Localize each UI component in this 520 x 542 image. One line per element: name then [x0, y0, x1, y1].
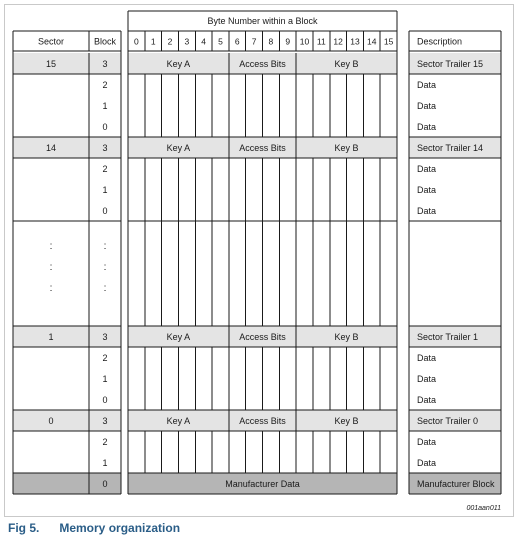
sector-number-14: 14	[45, 143, 57, 153]
block-number: 0	[102, 395, 108, 405]
sector-ellipsis-mark: :	[49, 283, 53, 294]
block-description: Manufacturer Block	[417, 479, 495, 489]
sector-column-header: Sector	[37, 36, 65, 47]
byte-number-9: 9	[285, 36, 291, 47]
manufacturer-data-label: Manufacturer Data	[225, 479, 300, 489]
byte-number-8: 8	[268, 36, 274, 47]
block-ellipsis-mark: :	[103, 283, 107, 294]
block-number: 3	[102, 332, 108, 342]
figure-title: Memory organization	[59, 521, 181, 535]
block-number: 1	[102, 374, 108, 384]
figure-frame	[4, 4, 514, 517]
block-description: Data	[417, 164, 437, 174]
access-bits-label: Access Bits	[239, 332, 286, 342]
description-column-header: Description	[417, 36, 463, 47]
block-number: 2	[102, 437, 108, 447]
key-a-label: Key A	[166, 59, 191, 69]
block-number: 1	[102, 101, 108, 111]
access-bits-label: Access Bits	[239, 416, 286, 426]
access-bits-label: Access Bits	[239, 143, 286, 153]
block-description: Sector Trailer 0	[417, 416, 479, 426]
figure-id-label: 001aan011	[466, 505, 501, 512]
memory-organization-diagram	[5, 5, 513, 516]
byte-number-4: 4	[201, 36, 207, 47]
block-number: 0	[102, 122, 108, 132]
block-ellipsis-mark: :	[103, 262, 107, 273]
key-b-label: Key B	[334, 416, 359, 426]
key-a-label: Key A	[166, 143, 191, 153]
block-number: 2	[102, 164, 108, 174]
sector-number-15: 15	[45, 59, 57, 69]
key-b-label: Key B	[334, 59, 359, 69]
block-number: 2	[102, 80, 108, 90]
byte-number-14: 14	[367, 36, 377, 47]
byte-number-title: Byte Number within a Block	[207, 16, 318, 26]
block-number: 0	[102, 479, 108, 489]
block-number: 2	[102, 353, 108, 363]
byte-number-13: 13	[350, 36, 360, 47]
block-description: Data	[417, 101, 437, 111]
block-description: Data	[417, 395, 437, 405]
byte-number-7: 7	[251, 36, 257, 47]
key-a-label: Key A	[166, 416, 191, 426]
block-description: Data	[417, 122, 437, 132]
sector-number-0: 0	[48, 416, 54, 426]
block-number: 3	[102, 143, 108, 153]
block-description: Data	[417, 185, 437, 195]
block-number: 1	[102, 185, 108, 195]
access-bits-label: Access Bits	[239, 59, 286, 69]
block-description: Data	[417, 437, 437, 447]
block-description: Data	[417, 458, 437, 468]
block-description: Data	[417, 206, 437, 216]
block-description: Sector Trailer 14	[417, 143, 484, 153]
sector-ellipsis-mark: :	[49, 262, 53, 273]
block-description: Sector Trailer 15	[417, 59, 484, 69]
byte-number-12: 12	[333, 36, 343, 47]
figure-caption	[8, 521, 180, 535]
block-description: Data	[417, 374, 437, 384]
byte-number-0: 0	[134, 36, 139, 47]
byte-number-11: 11	[316, 36, 326, 47]
block-ellipsis-mark: :	[103, 241, 107, 252]
block-number: 0	[102, 206, 108, 216]
sector-number-1: 1	[48, 332, 54, 342]
byte-number-15: 15	[383, 36, 394, 47]
block-description: Sector Trailer 1	[417, 332, 479, 342]
byte-number-10: 10	[299, 36, 310, 47]
byte-number-3: 3	[184, 36, 190, 47]
byte-number-6: 6	[234, 36, 240, 47]
block-number: 3	[102, 59, 108, 69]
byte-number-1: 1	[150, 36, 156, 47]
key-b-label: Key B	[334, 143, 359, 153]
block-number: 3	[102, 416, 108, 426]
block-number: 1	[102, 458, 108, 468]
block-description: Data	[417, 353, 437, 363]
sector-ellipsis-mark: :	[49, 241, 53, 252]
key-b-label: Key B	[334, 332, 359, 342]
key-a-label: Key A	[166, 332, 191, 342]
block-description: Data	[417, 80, 437, 90]
byte-number-2: 2	[167, 36, 173, 47]
byte-number-5: 5	[218, 36, 223, 47]
figure-number: Fig 5.	[8, 521, 40, 535]
block-column-header: Block	[93, 36, 117, 47]
